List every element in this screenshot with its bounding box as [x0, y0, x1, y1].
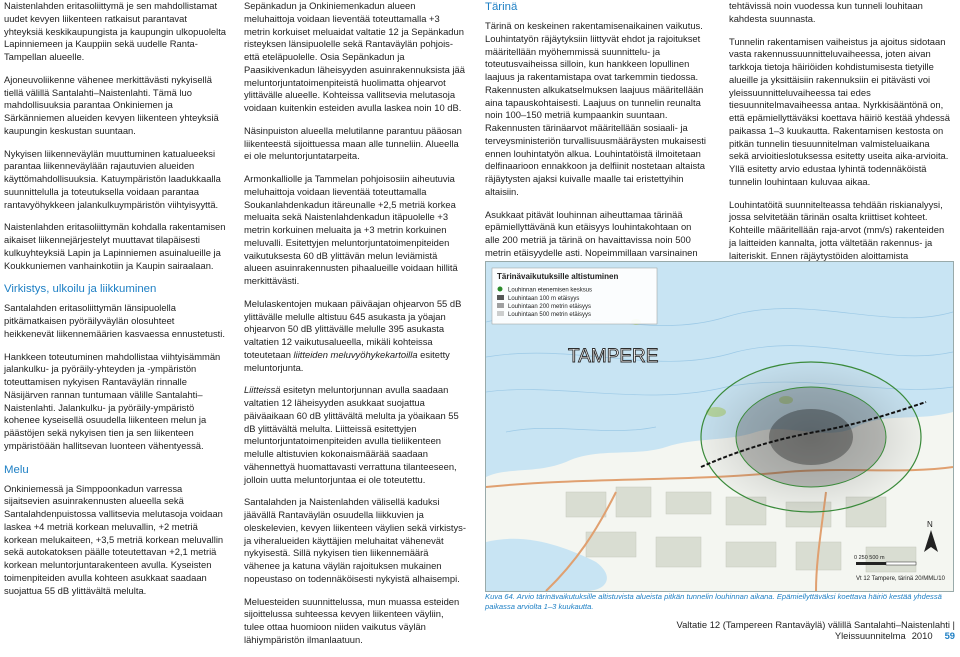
scale-label: 0 250 500 m: [854, 555, 885, 561]
paragraph: Santalahden eritasoliittymän länsipuolella pitkämatkaisen pyöräilyväylän olosuhteet heikkenevät liikennemäärien kasvaessa ennustetusti.: [4, 302, 225, 339]
column-4: [729, 0, 951, 285]
legend-item: Louhintaan 500 metrin etäisyys: [508, 312, 592, 318]
paragraph: Sepänkadun ja Onkiniemenkadun alueen meluhaittoja voidaan lieventää toteuttamalla +3 metrin korkuiset meluaidat valtatie 12 ja Sepänkadun risteyksen länsipuolelle sekä Rantaväylän pohjois- että eteläpuolelle. Osia Sepänkadun ja Paasikivenkadun läheisyyden asuinrakennuksista jää meluntorjuntatoimenpiteistä huolimatta ohjearvot ylittävälle alueelle. Kohteissa vallitsevia melutasoja voidaan kuitenkin esteiden avulla laskea noin 10 dB.: [244, 0, 465, 113]
map-footnote: Vt 12 Tampere, tärinä 20/MML/10: [856, 576, 945, 582]
column-3: [485, 0, 707, 282]
paragraph: Tunnelin rakentamisen vaiheistus ja ajoitus sidotaan vasta rakennussuunnitteluvaiheessa, joten aivan tarkkoja tietoja häiriöiden kohdistumisesta tietyille alueille ja yksittäisiin rakennuksiin ei pitävästi voi yleissuunnitteluvaiheessa tai edes tiesuunnitelmavaiheessa antaa. Nyrkkisääntönä on, että epämiellyttäväksi koettava häiriö kestää yhdessä paikassa 1–3 kuukautta. Rakentamisen kestosta on pitkän tunnelin tiesuunnitelman valmisteluaikana sekä arvioitieslotuksessa esitetty useita aika-arvioita. Yllä esitetty arvio edustaa lyhintä todennäköistä tunnelin louhintaan kuluvaa aikaa.: [729, 35, 950, 187]
footer-title: Valtatie 12 (Tampereen Rantaväylä) välillä Santalahti–Naistenlahti | Yleissuunnitelma: [676, 619, 955, 641]
map-title: Tärinävaikutuksille altistuminen: [497, 272, 619, 281]
section-heading-noise: Melu: [4, 463, 29, 476]
legend-item: Louhinnan etenemisen kesksus: [508, 287, 593, 294]
city-label: TAMPERE: [568, 346, 659, 367]
text-run: esitetty meluntorjunta.: [244, 348, 450, 373]
column-1: [4, 0, 227, 607]
paragraph: Meluesteiden suunnittelussa, mun muassa esteiden sijoittelussa suhteessa kevyen liikenteen väyliin, tulee ottaa huomioon niiden vaikutus väylän lähiympäristön ilmanlaatuun.: [244, 595, 460, 645]
text-run-italic: Liitteissä: [244, 384, 281, 396]
paragraph: Naistenlahden eritasoliittymän kohdalla rakentamisen aikaiset liikennejärjestelyt muuttavat tilapäisesti kulkuyhteyksiä Lapin ja Lapinniemen asuinalueille ja Koukkuniemen vanhainkotiin ja Kaupin sairaalaan.: [4, 221, 226, 271]
paragraph: Naistenlahden eritasoliittymä je sen mahdollistamat uudet kevyen liikenteen ratkaisut parantavat yhteyksiä keskikaupungista ja kaupungin ulkopuolelta Lapinniemeen ja Kauppiin sekä uudelle Ranta-Tampellan alueelle.: [4, 0, 227, 62]
vibration-map: [485, 261, 954, 592]
paragraph: Näsinpuiston alueella melutilanne parantuu pääosan liikenteestä sijoittuessa maan alle tunneliin. Alueella ei ole meluntorjuntatarpeita.: [244, 124, 462, 162]
footer-year: 2010: [911, 630, 933, 641]
column-2: [244, 0, 466, 657]
map-legend: [492, 268, 657, 324]
map-svg: [486, 262, 953, 591]
legend-swatch-200m: [497, 303, 504, 308]
paragraph: Hankkeen toteutuminen mahdollistaa viihtyisämmän jalankulku- ja pyöräily-yhteyden ja -ympäristön toteuttamisen nykyisen Rantaväylän rinnalle Näsijärven rannan tuntumaan välille Santalahti–Naistenlahti. Jalankulku- ja pyöräily-ympäristö kohenee kyseisellä osuudella liikenteen melun ja päästöjen sekä nykyisen tien ja sen liikenteen ympäristöään hallitsevan luonteen vähentyessä.: [4, 350, 221, 451]
legend-swatch-center: [498, 287, 503, 292]
section-heading-recreation: Virkistys, ulkoilu ja liikkuminen: [4, 283, 157, 296]
text-run: esitetyn meluntorjunnan avulla saadaan valtatien 12 läheisyyden asukkaat suojattua päiväaikaan 60 dB ylittävältä melulta ja yöaikaan 55 dB ylittävältä melulta. Liitteissä esitettyjen meluntorjuntatoimenpiteiden avulla tieliikenteen melulle altistuvien kokonaismäärää saadaan vähennettyä huomattavasti verrattuna tilanteeseen, jolloin uutta meluntorjuntaa ei ole toteutettu.: [244, 384, 459, 485]
page-number: 59: [944, 630, 955, 641]
paragraph: Louhintatöitä suunnitelteassa tehdään riskianalyysi, jossa selvitetään tärinän osalta kriittiset kohteet. Kohteille määritellään raja-arvot (mm/s) rakenteiden ja laitteiden kannalta, jotta vältetään rakennus- ja laiteriskit. Ennen räjäytystöiden aloittamista: [729, 198, 945, 261]
svg-text:N: N: [927, 520, 933, 529]
section-heading-vibration: Tärinä: [485, 1, 518, 13]
page-footer: [560, 619, 955, 641]
paragraph: Nykyisen liikenneväylän muuttuminen katualueeksi parantaa liikenneväylään rajautuvien alueiden käyttömahdollisuuksia. Katuympäristön laadukkaalla suunnittelulla ja toteutuksella voidaan parantaa rantavyöhykkeen jalankulkuympäristön viihtyisyyttä.: [4, 147, 221, 210]
paragraph: [244, 384, 466, 486]
paragraph: Tärinä on keskeinen rakentamisenaikainen vaikutus. Louhintatyön räjäytyksiin liittyvät ehdot ja rajoitukset määritellään myöhemmissä suunnittelu- ja toteutusvaiheissa silloin, kun hankkeen lopullinen laajuus ja rakentamistapa ovat tarkemmin tiedossa. Rakennusten alkukatselmuksen laajuus määritellään aina tapauskohtaisesti. Laajuus on tunnelin reunalta noin 100–150 metriä kumpaankin suuntaan. Rakennusten tärinäarvot määritellään sosiaali- ja terveysministeriön turvallisuusmääräysten mukaisesti ennen louhintatyön alkua. Louhintatöistä ilmoitetaan delfinaarioon ennakkoon ja delfiinit nostetaan altaista räjäytysten ajaksi kuivalle maalle tai eristettyihin altaisiin.: [485, 20, 706, 197]
paragraph: Santalahden ja Naistenlahden välisellä kaduksi jäävällä Rantaväylän osuudella liikkuvien ja oleskelevien, kevyen liikenteen väylien sekä virkistys- ja viheralueiden käyttäjien meluhaitat vähenevät nykyisestä. Sillä nykyisen tien liikennemäärä vähenee ja katuna väylän rajoituksen mukainen nopeustaso on todennäköisesti nykyistä alhaisempi.: [244, 496, 466, 584]
paragraph: Armonkalliolle ja Tammelan pohjoisosiin aiheutuvia meluhaittoja voidaan lieventää toteuttamalla Soukanlahdenkadun itäreunalle +2,5 metriä korkea meluaita sekä Naistenlahdenkadun itäpuolelle +3 metrin korkuinen meluaita ja +3 metrin korkuinen meluvalli. Esitettyjen meluntorjuntatoimenpiteiden vaikutuksesta 60 dB ylittävän melun leviämistä alueen asuinrakennusten pihaalueille voidaan hillitä merkittävästi.: [244, 173, 458, 286]
paragraph: Ajoneuvoliikenne vähenee merkittävästi nykyisellä tiellä välillä Santalahti–Naistenlahti. Tämä luo mahdollisuuksia parantaa Onkiniemen ja Särkänniemen alueiden kevyen liikenteen yhteyksiä kaupungin keskustan suuntaan.: [4, 73, 219, 136]
text-run-italic: liitteiden meluvyöhykekartoilla: [293, 348, 418, 360]
legend-swatch-100m: [497, 295, 504, 300]
figure-caption: Kuva 64. Arvio tärinävaikutuksille altistuvista alueista pitkän tunnelin louhinnan aikana. Epämiellyttäväksi koettava häiriö kestää yhdessä paikassa arviolta 1–3 kuukautta.: [485, 592, 942, 611]
legend-item: Louhintaan 100 m etäisyys: [508, 296, 580, 302]
legend-swatch-500m: [497, 311, 504, 316]
paragraph: [244, 298, 466, 375]
legend-item: Louhintaan 200 metrin etäisyys: [508, 304, 592, 310]
paragraph: tehtävissä noin vuodessa kun tunneli louhitaan kahdesta suunnasta.: [729, 0, 923, 24]
vibration-zones: [701, 362, 921, 512]
paragraph: Asukkaat pitävät louhinnan aiheuttamaa tärinää epämiellyttävänä kun etäisyys louhintakohtaan on alle 200 metriä ja tärinä on havaittavissa noin 500 metrin etäisyydelle asti. Nopeimmillaan varsinainen: [485, 208, 698, 258]
text-run: Melulaskentojen mukaan päiväajan ohjearvon 55 dB ylittävälle melulle altistuu 645 asukasta ja yöajan ohjearvon 50 dB ylittävälle melulle 395 asukasta valtatien 12 vaikutusalueella, mikäli kohteissa toteutetaan: [244, 297, 462, 360]
paragraph: Onkiniemessä ja Simppoonkadun varressa sijaitsevien asuinrakennusten alueella sekä Santalahdenpuistossa vallitsevia melutasoja voidaan laskea +4 metriä korkean meluvallin, +2 metriä korkean melukaiteen, +3,5 metriä korkean meluvallin sekä autokatoksen päälle toteutettavan +2,1 metriä korkean meluntorjuntarakenteen avulla. Kyseisten toimenpiteiden avulla kohteen asukkaat saadaan suojattua 55 dB ylittävältä melulta.: [4, 482, 224, 596]
